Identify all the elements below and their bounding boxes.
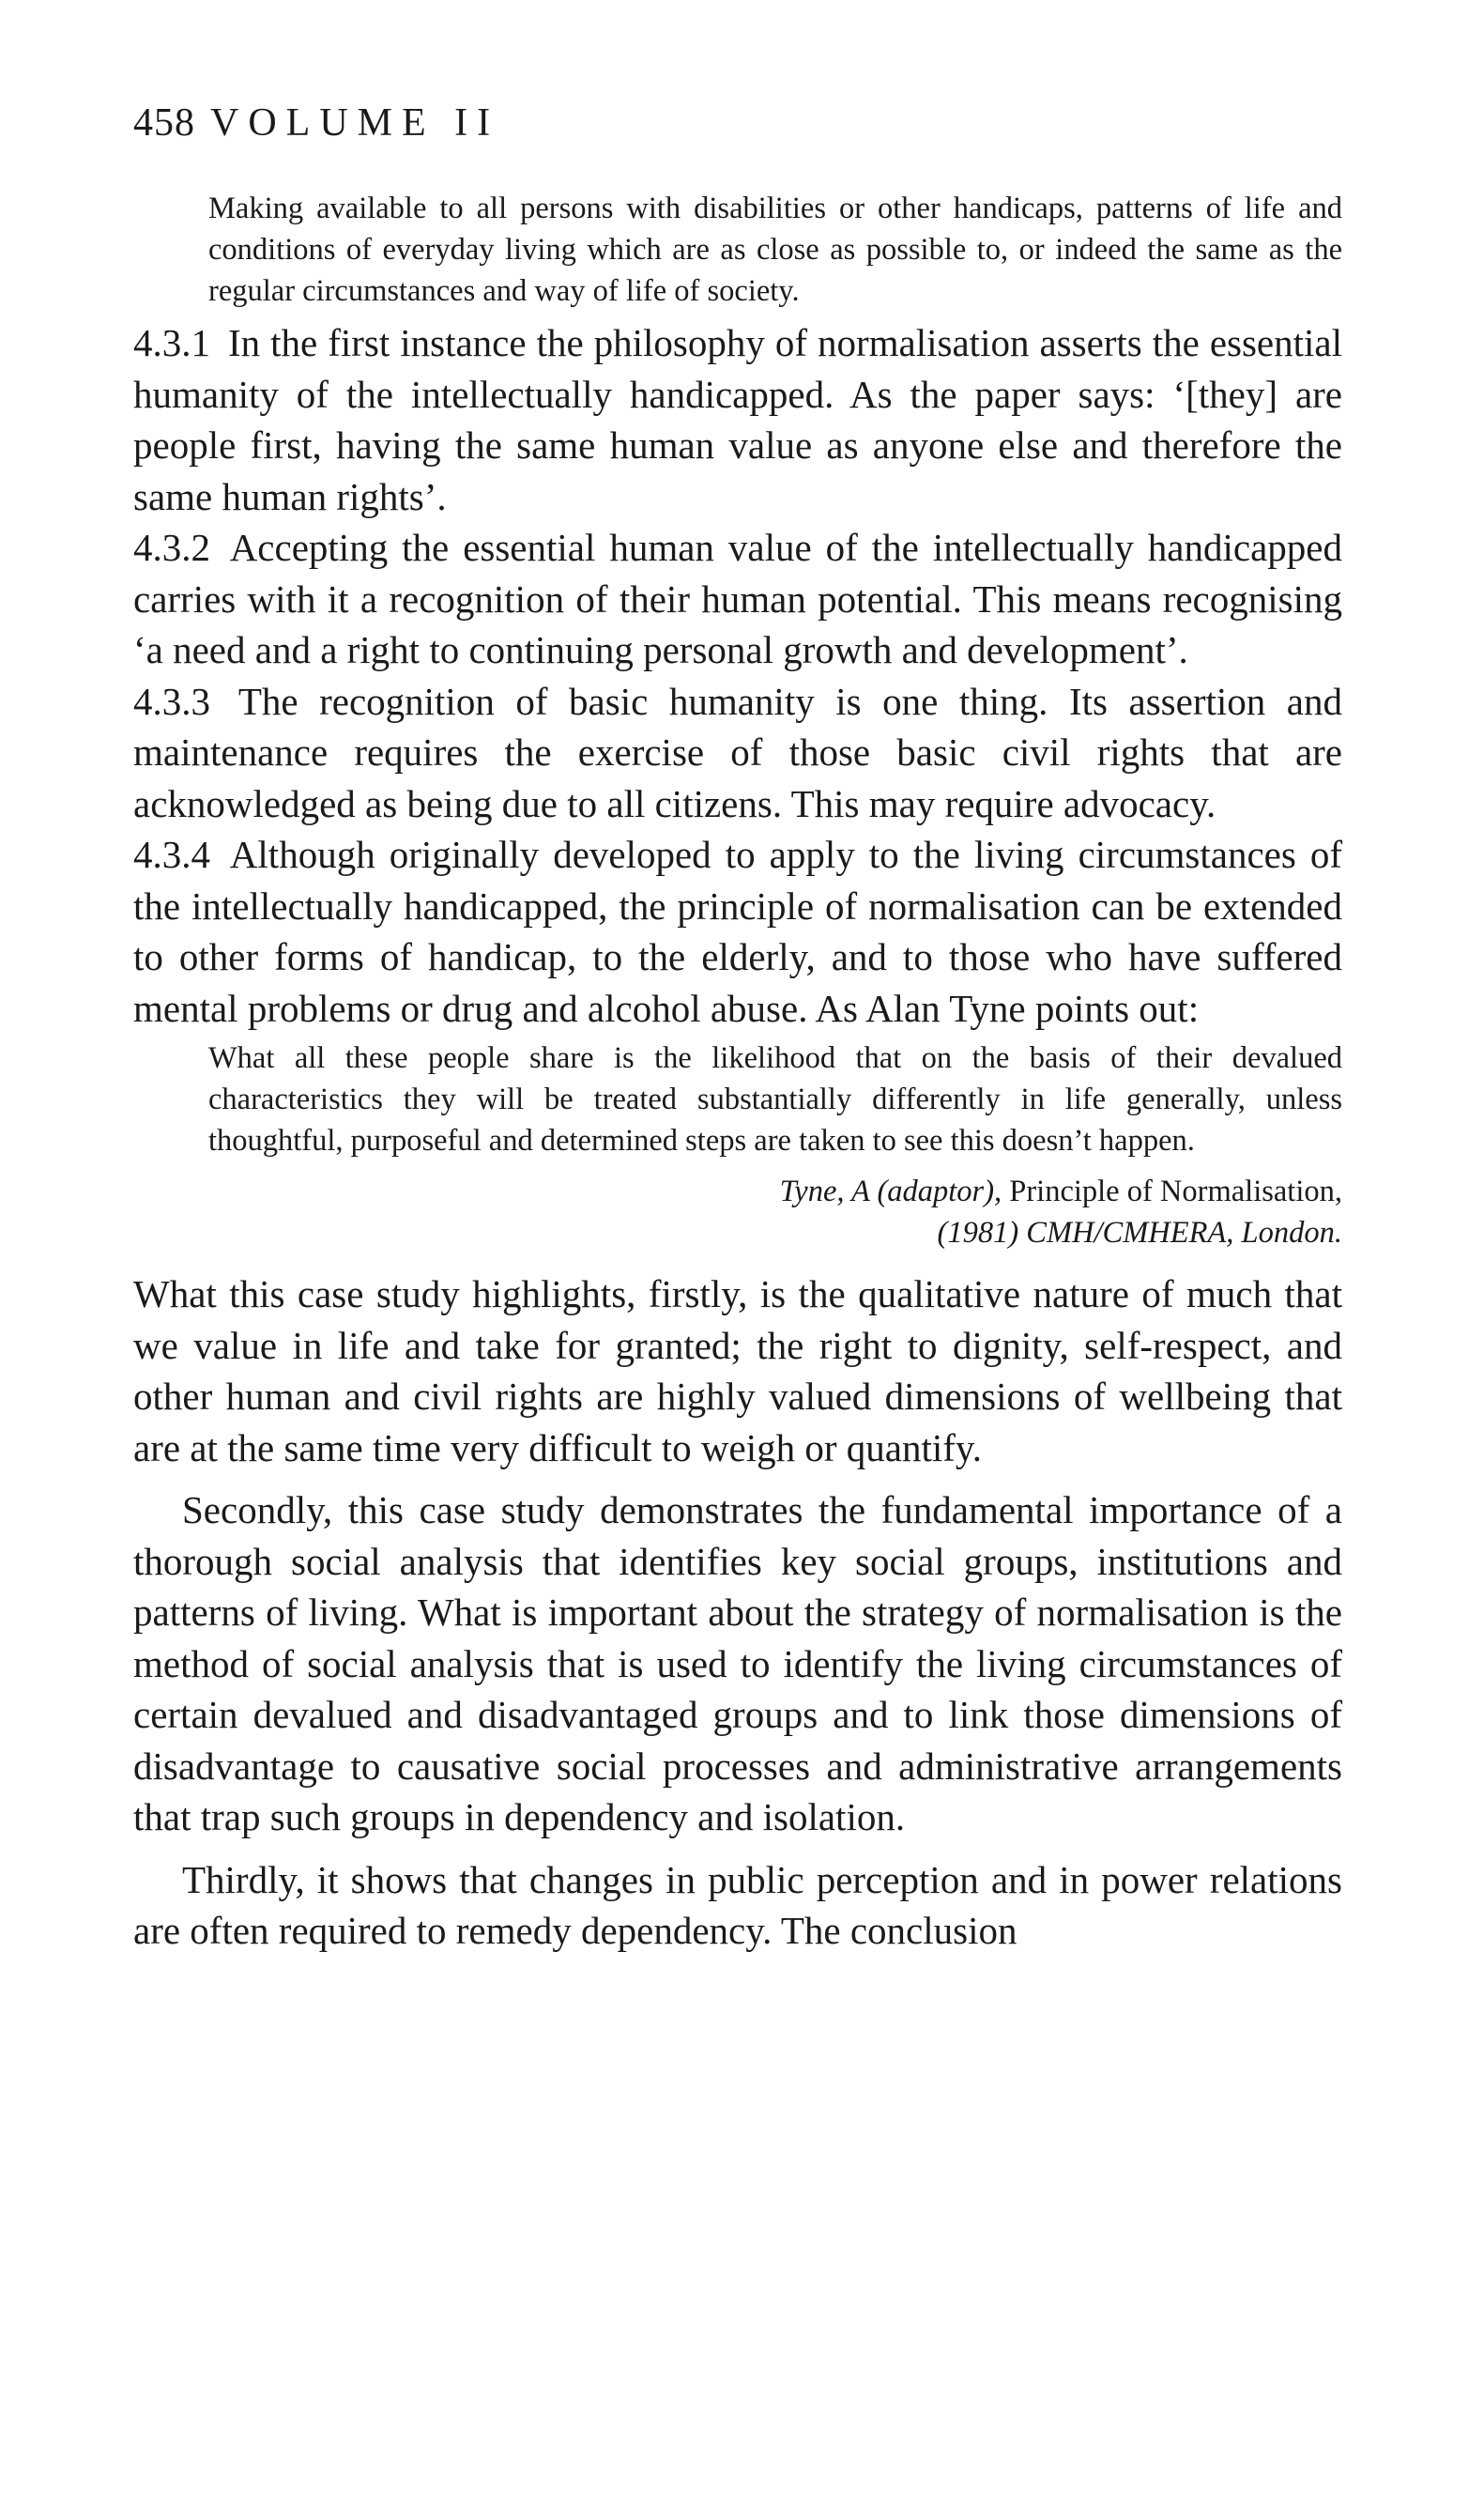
section-number: 4.3.2 (133, 526, 210, 569)
document-page (133, 103, 1342, 1957)
body-paragraph-secondly: Secondly, this case study demonstrates the fundamental importance of a thorough social analysis that identifies key social groups, institutions and patterns of living. What is important about the strategy of normalisation is the method of social analysis that is used to identify the living circumstances of certain devalued and disadvantaged groups and to link those dimensions of disadvantage to causative social processes and administrative arrangements that trap such groups in dependency and isolation. (133, 1488, 1342, 1838)
body-paragraph-thirdly: Thirdly, it shows that changes in public perception and in power relations are often required to remedy dependency. The conclusion (133, 1857, 1342, 1952)
block-quote-top: Making available to all persons with disabilities or other handicaps, patterns of life and conditions of everyday living which are as close as possible to, or indeed the same as the regular circumstances and way of life of society. (208, 192, 1342, 308)
section-text: Accepting the essential human value of the intellectually handicapped carries with it a recognition of their human potential. This means recognising ‘a need and a right to continuing personal growth and development’. (133, 526, 1342, 671)
section-text: Although originally developed to apply to the living circumstances of the intellectually handicapped, the principle of normalisation can be extended to other forms of handicap, to the elderly, and to those who have suffered mental problems or drug and alcohol abuse. As Alan Tyne points out: (133, 833, 1342, 1030)
section-4-3-4 (133, 829, 1342, 1034)
running-head (133, 103, 1342, 143)
section-4-3-1 (133, 317, 1342, 522)
section-text: The recognition of basic humanity is one thing. Its assertion and maintenance requires the exercise of those basic civil rights that are acknowledged as being due to all citizens. This may require advocacy. (133, 679, 1343, 825)
page-number: 458 (133, 101, 195, 145)
citation-author: Tyne, A (adaptor), (779, 1175, 1002, 1208)
citation-line-1 (133, 1171, 1342, 1212)
section-number: 4.3.4 (133, 833, 210, 876)
section-number: 4.3.1 (133, 321, 210, 364)
section-number: 4.3.3 (133, 679, 210, 723)
section-text: In the first instance the philosophy of normalisation asserts the essential humanity of the intellectually handicapped. As the paper says: ‘[they] are people first, having the same human value as anyone else and therefore the same human rights’. (133, 321, 1343, 518)
citation-title: Principle of Normalisation, (1009, 1175, 1342, 1208)
citation (133, 1171, 1342, 1253)
body-paragraph-firstly: What this case study highlights, firstly, is the qualitative nature of much that we value in life and take for granted; the right to dignity, self-respect, and other human and civil rights are highly valued dimensions of wellbeing that are at the same time very difficult to weigh or quantify. (133, 1272, 1342, 1469)
citation-line-2: (1981) CMH/CMHERA, London. (937, 1216, 1342, 1250)
volume-label: VOLUME II (210, 101, 500, 145)
section-4-3-3 (133, 676, 1342, 830)
block-quote-tyne: What all these people share is the likelihood that on the basis of their devalued characteristics they will be treated substantially differently in life generally, unless thoughtful, purposeful and determined steps are taken to see this doesn’t happen. (208, 1041, 1342, 1158)
section-4-3-2 (133, 522, 1342, 676)
